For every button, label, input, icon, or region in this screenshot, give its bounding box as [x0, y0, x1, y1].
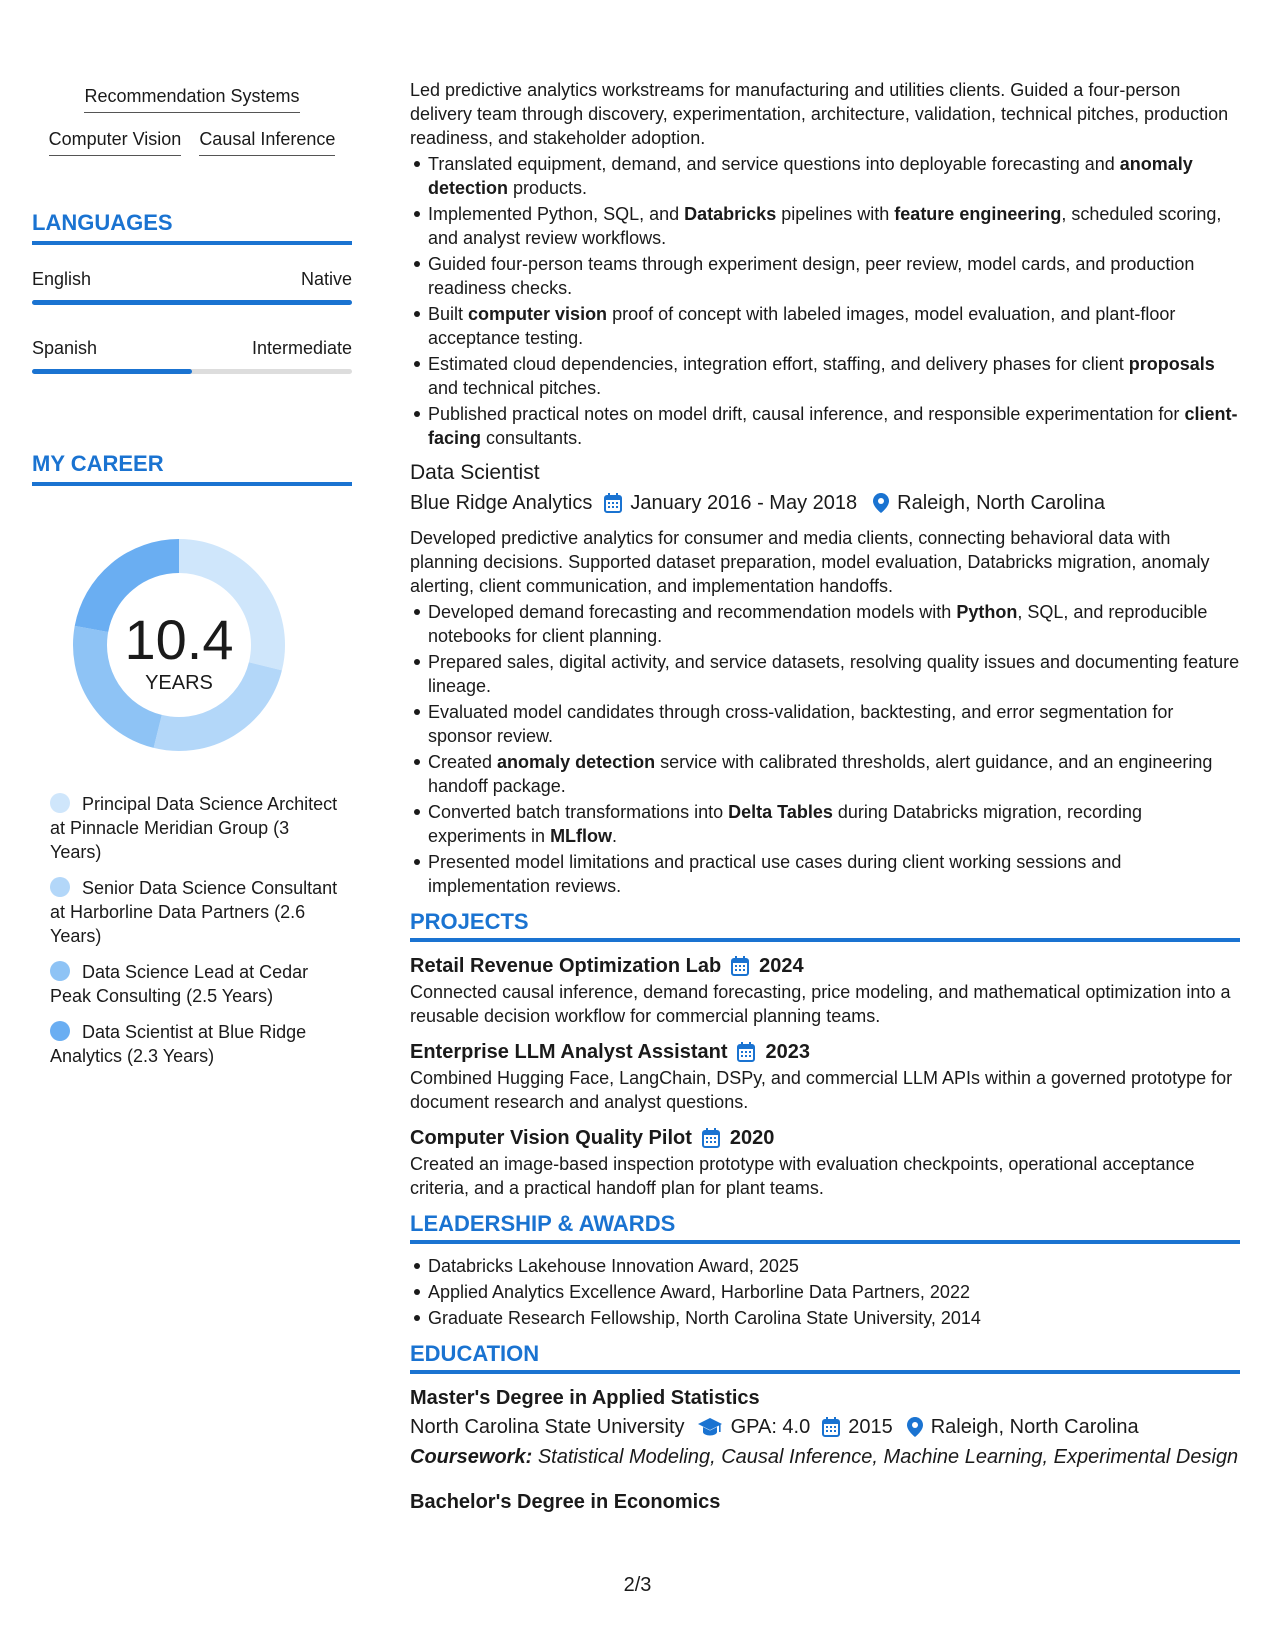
language-bar-fill: [32, 369, 192, 374]
project-year: 2020: [729, 1127, 775, 1149]
project-name: Computer Vision Quality Pilot: [410, 1127, 692, 1149]
job-meta: [410, 488, 1240, 518]
bullet-item: Guided four-person teams through experiment design, peer review, model cards, and production readiness checks.: [428, 252, 1240, 300]
legend-dot: [50, 1021, 70, 1041]
education-title: EDUCATION: [410, 1342, 1240, 1374]
job-dates: January 2016 - May 2018: [630, 492, 858, 514]
degree-meta: [410, 1412, 1240, 1442]
legend-label: Principal Data Science Architect at Pinnacle Meridian Group (3 Years): [50, 794, 338, 862]
bullet-item: Prepared sales, digital activity, and service datasets, resolving quality issues and documenting feature lineage.: [428, 652, 1240, 696]
coursework: [410, 1442, 1240, 1472]
coursework-list: Statistical Modeling, Causal Inference, Machine Learning, Experimental Design: [537, 1446, 1239, 1468]
bullet-item: Developed demand forecasting and recommendation models with Python, SQL, and reproducible notebooks for client planning.: [428, 600, 1240, 648]
bullet-item: Evaluated model candidates through cross-validation, backtesting, and error segmentation for sponsor review.: [428, 700, 1240, 748]
awards-title: LEADERSHIP & AWARDS: [410, 1212, 1240, 1244]
project-desc: Connected causal inference, demand forecasting, price modeling, and mathematical optimization into a reusable decision workflow for commercial planning teams.: [410, 982, 1231, 1026]
legend-label: Data Science Lead at Cedar Peak Consulting (2.5 Years): [50, 962, 309, 1006]
career-total: 10.4: [124, 608, 234, 671]
calendar-icon: [604, 493, 622, 513]
job-location: Raleigh, North Carolina: [897, 492, 1106, 514]
legend-item: [50, 1020, 340, 1068]
award-item: Databricks Lakehouse Innovation Award, 2025: [428, 1254, 1240, 1278]
job-title: Data Scientist: [410, 461, 540, 484]
language-level: Intermediate: [251, 338, 352, 358]
skill-tag: Computer Vision: [49, 127, 182, 156]
calendar-icon: [702, 1128, 720, 1148]
language-bar: [32, 369, 352, 374]
job-intro: Led predictive analytics workstreams for manufacturing and utilities clients. Guided a four-person delivery team through discovery, experimentation, architecture, validation, technical pitches, production readiness, and stakeholder adoption.: [410, 80, 1229, 148]
project-desc: Created an image-based inspection prototype with evaluation checkpoints, operational acceptance criteria, and a practical handoff plan for plant teams.: [410, 1154, 1195, 1198]
bullet-item: Implemented Python, SQL, and Databricks pipelines with feature engineering, scheduled scoring, and analyst review workflows.: [428, 202, 1240, 250]
bullet-item: Converted batch transformations into Delta Tables during Databricks migration, recording experiments in MLflow.: [428, 800, 1240, 848]
gpa: GPA: 4.0: [730, 1416, 811, 1438]
school-name: North Carolina State University: [410, 1416, 685, 1438]
bullet-item: Created anomaly detection service with calibrated thresholds, alert guidance, and an engineering handoff package.: [428, 750, 1240, 798]
legend-label: Senior Data Science Consultant at Harborline Data Partners (2.6 Years): [50, 878, 338, 946]
legend-dot: [50, 961, 70, 981]
calendar-icon: [737, 1042, 755, 1062]
bullet-item: Published practical notes on model drift, causal inference, and responsible experimentation for client-facing consultants.: [428, 402, 1240, 450]
coursework-label: Coursework:: [410, 1446, 533, 1468]
career-legend: [50, 792, 340, 1080]
language-bar-fill: [32, 300, 352, 305]
project-item: [410, 1124, 1240, 1200]
job-intro: Developed predictive analytics for consumer and media clients, connecting behavioral data with planning decisions. Supported dataset preparation, model evaluation, Databricks migration, anomaly alerting, client communication, and implementation handoffs.: [410, 528, 1210, 596]
legend-dot: [50, 877, 70, 897]
legend-item: [50, 876, 340, 948]
project-name: Retail Revenue Optimization Lab: [410, 955, 722, 977]
project-year: 2023: [765, 1041, 810, 1063]
legend-label: Data Scientist at Blue Ridge Analytics (2.3 Years): [50, 1022, 307, 1066]
language-name: English: [32, 269, 92, 289]
project-item: [410, 1038, 1240, 1114]
degree-location: Raleigh, North Carolina: [930, 1416, 1139, 1438]
language-name: Spanish: [32, 338, 98, 358]
degree-title: Master's Degree in Applied Statistics: [410, 1387, 760, 1409]
legend-item: [50, 792, 340, 864]
award-item: Applied Analytics Excellence Award, Harborline Data Partners, 2022: [428, 1280, 1240, 1304]
skill-tag: Recommendation Systems: [84, 84, 299, 113]
language-row: [32, 337, 352, 359]
skills-row-1: [32, 84, 352, 113]
degree-title: Bachelor's Degree in Economics: [410, 1491, 721, 1513]
languages-title: LANGUAGES: [32, 210, 352, 245]
job-bullets: [428, 152, 1240, 450]
graduation-cap-icon: [697, 1417, 723, 1437]
degree-year: 2015: [848, 1416, 893, 1438]
project-desc: Combined Hugging Face, LangChain, DSPy, and commercial LLM APIs within a governed prototype for document research and analyst questions.: [410, 1068, 1233, 1112]
bullet-item: Translated equipment, demand, and service questions into deployable forecasting and anomaly detection products.: [428, 152, 1240, 200]
language-bar: [32, 300, 352, 305]
skills-row-2: [32, 127, 352, 156]
project-item: [410, 952, 1240, 1028]
career-donut-chart: [64, 530, 294, 760]
bullet-item: Built computer vision proof of concept with labeled images, model evaluation, and plant-floor acceptance testing.: [428, 302, 1240, 350]
calendar-icon: [822, 1417, 840, 1437]
page-number: 2/3: [623, 1574, 652, 1596]
skill-tag: Causal Inference: [199, 127, 335, 156]
legend-item: [50, 960, 340, 1008]
award-item: Graduate Research Fellowship, North Carolina State University, 2014: [428, 1306, 1240, 1330]
location-pin-icon: [873, 493, 889, 513]
language-level: Native: [300, 269, 352, 289]
project-name: Enterprise LLM Analyst Assistant: [410, 1041, 728, 1063]
calendar-icon: [731, 956, 749, 976]
location-pin-icon: [907, 1417, 923, 1437]
bullet-item: Presented model limitations and practical use cases during client working sessions and implementation reviews.: [428, 850, 1240, 898]
career-title: MY CAREER: [32, 451, 352, 486]
right-column: [410, 78, 1240, 1516]
language-row: [32, 268, 352, 290]
projects-title: PROJECTS: [410, 910, 1240, 942]
job-company: Blue Ridge Analytics: [410, 492, 593, 514]
project-year: 2024: [759, 955, 804, 977]
bullet-item: Estimated cloud dependencies, integration effort, staffing, and delivery phases for client proposals and technical pitches.: [428, 352, 1240, 400]
job-bullets: [428, 600, 1240, 898]
career-unit: YEARS: [145, 672, 213, 694]
awards-list: [428, 1254, 1240, 1330]
legend-dot: [50, 793, 70, 813]
